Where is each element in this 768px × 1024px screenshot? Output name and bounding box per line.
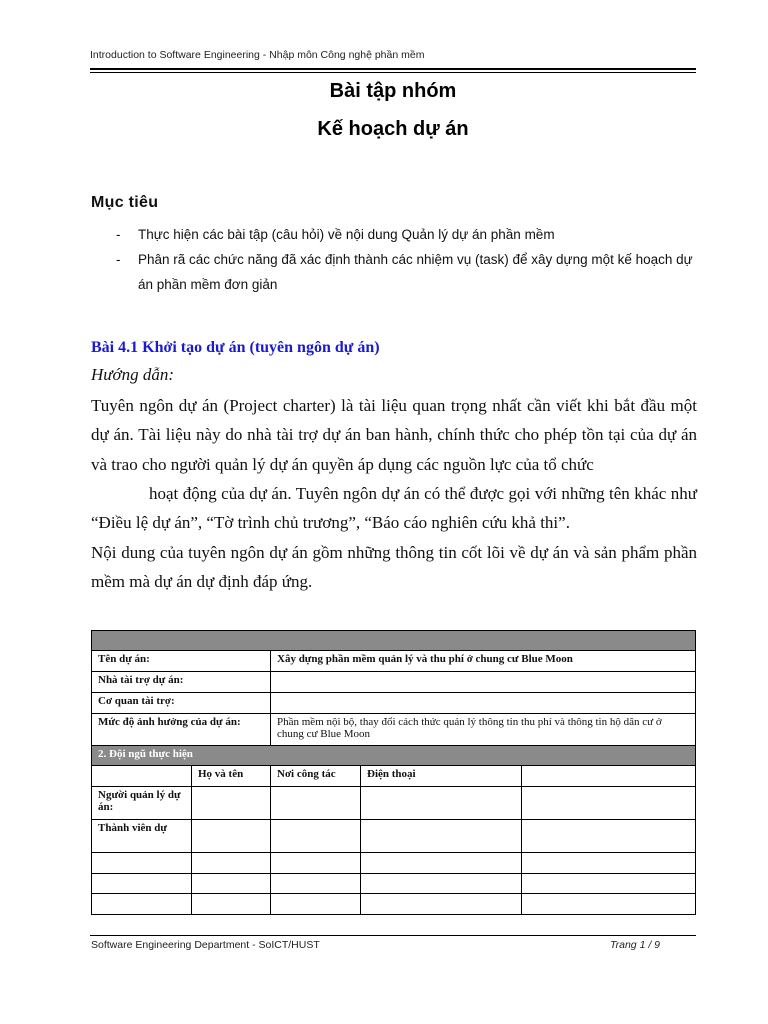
team-cell [522, 894, 696, 915]
doc-subtitle: Kế hoạch dự án [317, 118, 469, 140]
team-cell [192, 874, 271, 894]
team-cell [361, 874, 522, 894]
doc-title: Bài tập nhóm [329, 80, 457, 102]
section-title: Bài 4.1 Khởi tạo dự án (tuyên ngôn dự án) [91, 339, 380, 356]
header-rule-thick [90, 68, 696, 70]
team-cell [92, 853, 192, 874]
guide-label: Hướng dẫn: [91, 365, 175, 384]
page-number: Trang 1 / 9 [610, 939, 660, 951]
paragraph-charter-a: Tuyên ngôn dự án (Project charter) là tài liệu quan trọng nhất cần viết khi bắt đầu một dự án. Tài liệu này do nhà tài trợ dự án ban hành, chính thức cho phép tồn tại của dự án và trao cho người quản lý dự án quyền áp dụng các nguồn lực của tổ chức [91, 396, 697, 474]
team-cell [522, 874, 696, 894]
team-cell [522, 820, 696, 853]
team-col-header [92, 766, 192, 787]
team-cell: Thành viên dự [92, 820, 192, 853]
objective-text: Thực hiện các bài tập (câu hỏi) về nội dung Quản lý dự án phần mềm [138, 227, 555, 242]
project-charter-table [91, 630, 696, 915]
objective-text: Phân rã các chức năng đã xác định thành các nhiệm vụ (task) để xây dựng một kế hoạch dự án phần mềm đơn giản [138, 252, 693, 292]
team-cell [522, 853, 696, 874]
row-value [271, 672, 696, 693]
row-label: Mức độ ảnh hưởng của dự án: [92, 714, 271, 746]
team-cell [271, 787, 361, 820]
team-cell [192, 853, 271, 874]
team-cell [361, 853, 522, 874]
team-col-header: Họ và tên [192, 766, 271, 787]
paragraph-content: Nội dung của tuyên ngôn dự án gồm những thông tin cốt lõi về dự án và sản phẩm phần mềm mà dự án dự định đáp ứng. [91, 543, 697, 592]
objectives-heading: Mục tiêu [91, 194, 159, 211]
team-cell [361, 894, 522, 915]
team-header: 2. Đội ngũ thực hiện [92, 746, 696, 766]
team-cell [192, 820, 271, 853]
team-col-header: Điện thoại [361, 766, 522, 787]
row-label: Nhà tài trợ dự án: [92, 672, 271, 693]
team-cell [271, 894, 361, 915]
team-col-header [522, 766, 696, 787]
team-cell [361, 820, 522, 853]
row-label: Cơ quan tài trợ: [92, 693, 271, 714]
footer-rule [90, 935, 696, 936]
team-cell [192, 894, 271, 915]
footer-department: Software Engineering Department - SoICT/HUST [91, 939, 320, 951]
team-cell [271, 874, 361, 894]
team-cell [271, 820, 361, 853]
paragraph-charter-b: hoạt động của dự án. Tuyên ngôn dự án có thể được gọi với những tên khác như “Điều lệ dự án”, “Tờ trình chủ trương”, “Báo cáo nghiên cứu khả thi”. [91, 483, 697, 533]
table-top-header [92, 631, 696, 651]
team-cell [192, 787, 271, 820]
row-value: Phần mềm nội bộ, thay đổi cách thức quản lý thông tin thu phí và thông tin hộ dân cư ở chung cư Blue Moon [271, 714, 696, 746]
team-cell [92, 874, 192, 894]
team-cell: Người quản lý dự án: [92, 787, 192, 820]
header-rule-thin [90, 72, 696, 73]
row-value: Xây dựng phần mềm quản lý và thu phí ở chung cư Blue Moon [271, 651, 696, 672]
team-cell [271, 853, 361, 874]
team-col-header: Nơi công tác [271, 766, 361, 787]
bullet-dash: - [116, 227, 121, 242]
bullet-dash: - [116, 252, 121, 267]
paragraph-charter [91, 391, 697, 537]
page-header: Introduction to Software Engineering - Nhập môn Công nghệ phần mềm [90, 49, 425, 61]
row-value [271, 693, 696, 714]
team-cell [361, 787, 522, 820]
team-cell [522, 787, 696, 820]
team-cell [92, 894, 192, 915]
row-label: Tên dự án: [92, 651, 271, 672]
